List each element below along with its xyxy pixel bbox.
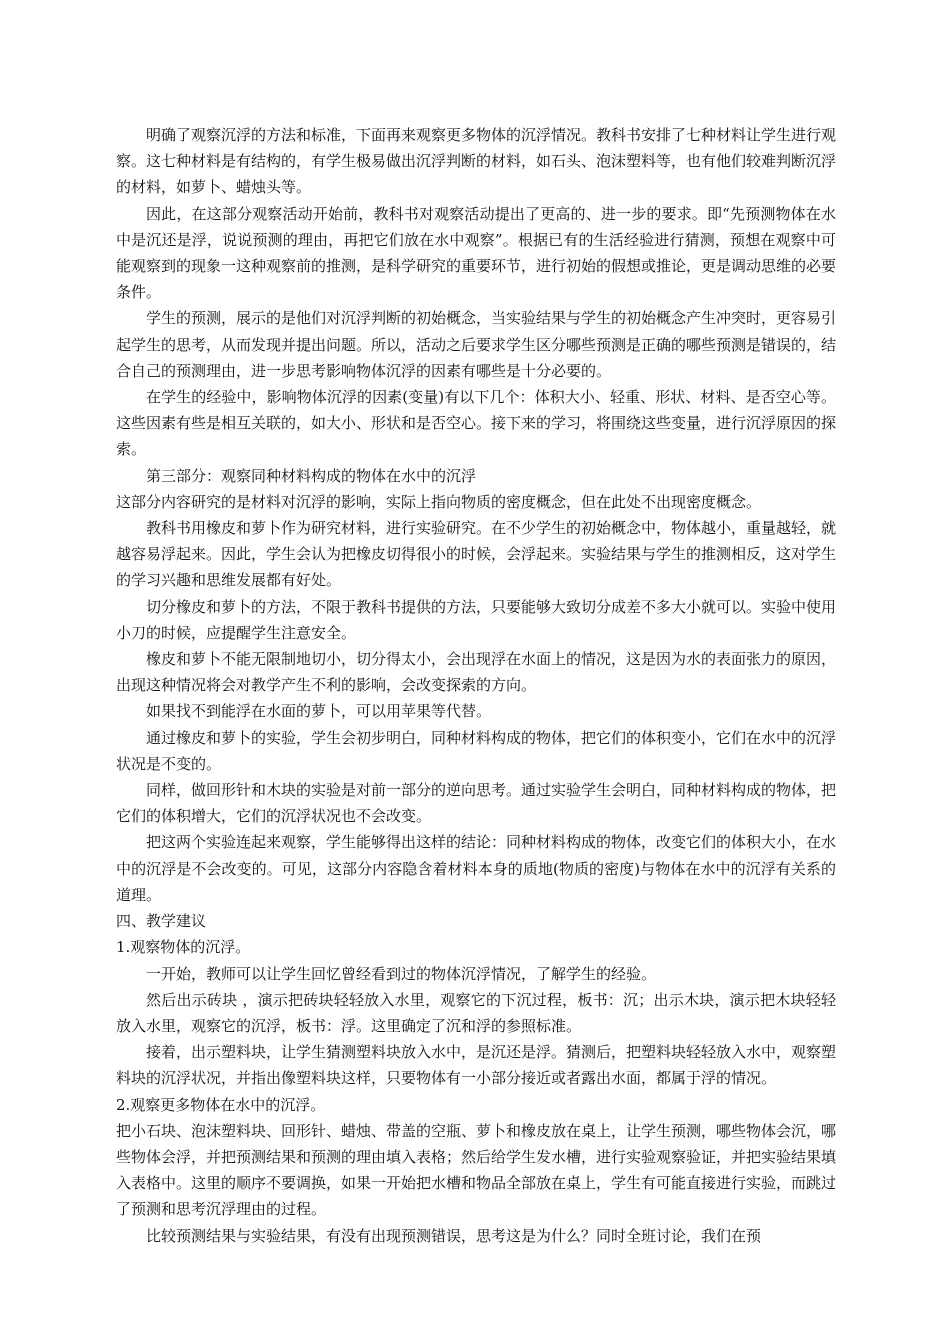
section-heading: 四、教学建议 xyxy=(116,912,207,931)
paragraph: 一开始，教师可以让学生回忆曾经看到过的物体沉浮情况，了解学生的经验。 xyxy=(146,964,657,983)
paragraph: 比较预测结果与实验结果，有没有出现预测错误，思考这是为什么？同时全班讨论，我们在预 xyxy=(146,1226,762,1245)
subsection-heading: 2.观察更多物体在水中的沉浮。 xyxy=(116,1095,326,1114)
paragraph: 明确了观察沉浮的方法和标准，下面再来观察更多物体的沉浮情况。教科书安排了七种材料让学生进行观察。这七种材料是有结构的，有学生极易做出沉浮判断的材料，如石头、泡沫塑料等，也有他们较难判断沉浮的材料，如萝卜、蜡烛头等。 xyxy=(116,126,837,197)
paragraph: 通过橡皮和萝卜的实验，学生会初步明白，同种材料构成的物体，把它们的体积变小，它们在水中的沉浮状况是不变的。 xyxy=(116,728,837,773)
paragraph: 橡皮和萝卜不能无限制地切小，切分得太小，会出现浮在水面上的情况，这是因为水的表面张力的原因，出现这种情况将会对教学产生不利的影响，会改变探索的方向。 xyxy=(116,650,837,695)
section-heading: 第三部分：观察同种材料构成的物体在水中的沉浮 xyxy=(146,466,477,485)
paragraph: 教科书用橡皮和萝卜作为研究材料，进行实验研究。在不少学生的初始概念中，物体越小，重量越轻，就越容易浮起来。因此，学生会认为把橡皮切得很小的时候，会浮起来。实验结果与学生的推测相反，这对学生的学习兴趣和思维发展都有好处。 xyxy=(116,519,837,590)
paragraph: 把小石块、泡沫塑料块、回形针、蜡烛、带盖的空瓶、萝卜和橡皮放在桌上，让学生预测，哪些物体会沉，哪些物体会浮，并把预测结果和预测的理由填入表格；然后给学生发水槽，进行实验观察验证，并把实验结果填入表格中。这里的顺序不要调换，如果一开始把水槽和物品全部放在桌上，学生有可能直接进行实验，而跳过了预测和思考沉浮理由的过程。 xyxy=(116,1121,837,1219)
paragraph: 这部分内容研究的是材料对沉浮的影响，实际上指向物质的密度概念，但在此处不出现密度概念。 xyxy=(116,492,762,511)
paragraph: 在学生的经验中，影响物体沉浮的因素(变量)有以下几个：体积大小、轻重、形状、材料、是否空心等。这些因素有些是相互关联的，如大小、形状和是否空心。接下来的学习，将围绕这些变量，进行沉浮原因的探索。 xyxy=(116,388,837,459)
paragraph: 同样，做回形针和木块的实验是对前一部分的逆向思考。通过实验学生会明白，同种材料构成的物体，把它们的体积增大，它们的沉浮状况也不会改变。 xyxy=(116,781,837,826)
paragraph: 然后出示砖块 ，演示把砖块轻轻放入水里，观察它的下沉过程，板书：沉；出示木块，演示把木块轻轻放入水里，观察它的沉浮，板书：浮。这里确定了沉和浮的参照标准。 xyxy=(116,990,836,1035)
document-body xyxy=(116,122,836,1249)
paragraph: 切分橡皮和萝卜的方法，不限于教科书提供的方法，只要能够大致切分成差不多大小就可以。实验中使用小刀的时候，应提醒学生注意安全。 xyxy=(116,597,837,642)
paragraph: 把这两个实验连起来观察，学生能够得出这样的结论：同种材料构成的物体，改变它们的体积大小，在水中的沉浮是不会改变的。可见，这部分内容隐含着材料本身的质地(物质的密度)与物体在水中的沉浮有关系的道理。 xyxy=(116,833,837,904)
paragraph: 学生的预测，展示的是他们对沉浮判断的初始概念，当实验结果与学生的初始概念产生冲突时，更容易引起学生的思考，从而发现并提出问题。所以，活动之后要求学生区分哪些预测是正确的哪些预测是错误的，结合自己的预测理由，进一步思考影响物体沉浮的因素有哪些是十分必要的。 xyxy=(116,309,837,380)
subsection-heading: 1.观察物体的沉浮。 xyxy=(116,938,251,957)
paragraph: 如果找不到能浮在水面的萝卜，可以用苹果等代替。 xyxy=(146,702,492,721)
paragraph: 因此，在这部分观察活动开始前，教科书对观察活动提出了更高的、进一步的要求。即“先预测物体在水中是沉还是浮，说说预测的理由，再把它们放在水中观察”。根据已有的生活经验进行猜测，预想在观察中可能观察到的现象一这种观察前的推测，是科学研究的重要环节，进行初始的假想或推论，更是调动思维的必要条件。 xyxy=(116,204,837,302)
paragraph: 接着，出示塑料块，让学生猜测塑料块放入水中，是沉还是浮。猜测后，把塑料块轻轻放入水中，观察塑料块的沉浮状况，并指出像塑料块这样，只要物体有一小部分接近或者露出水面，都属于浮的情况。 xyxy=(116,1043,837,1088)
